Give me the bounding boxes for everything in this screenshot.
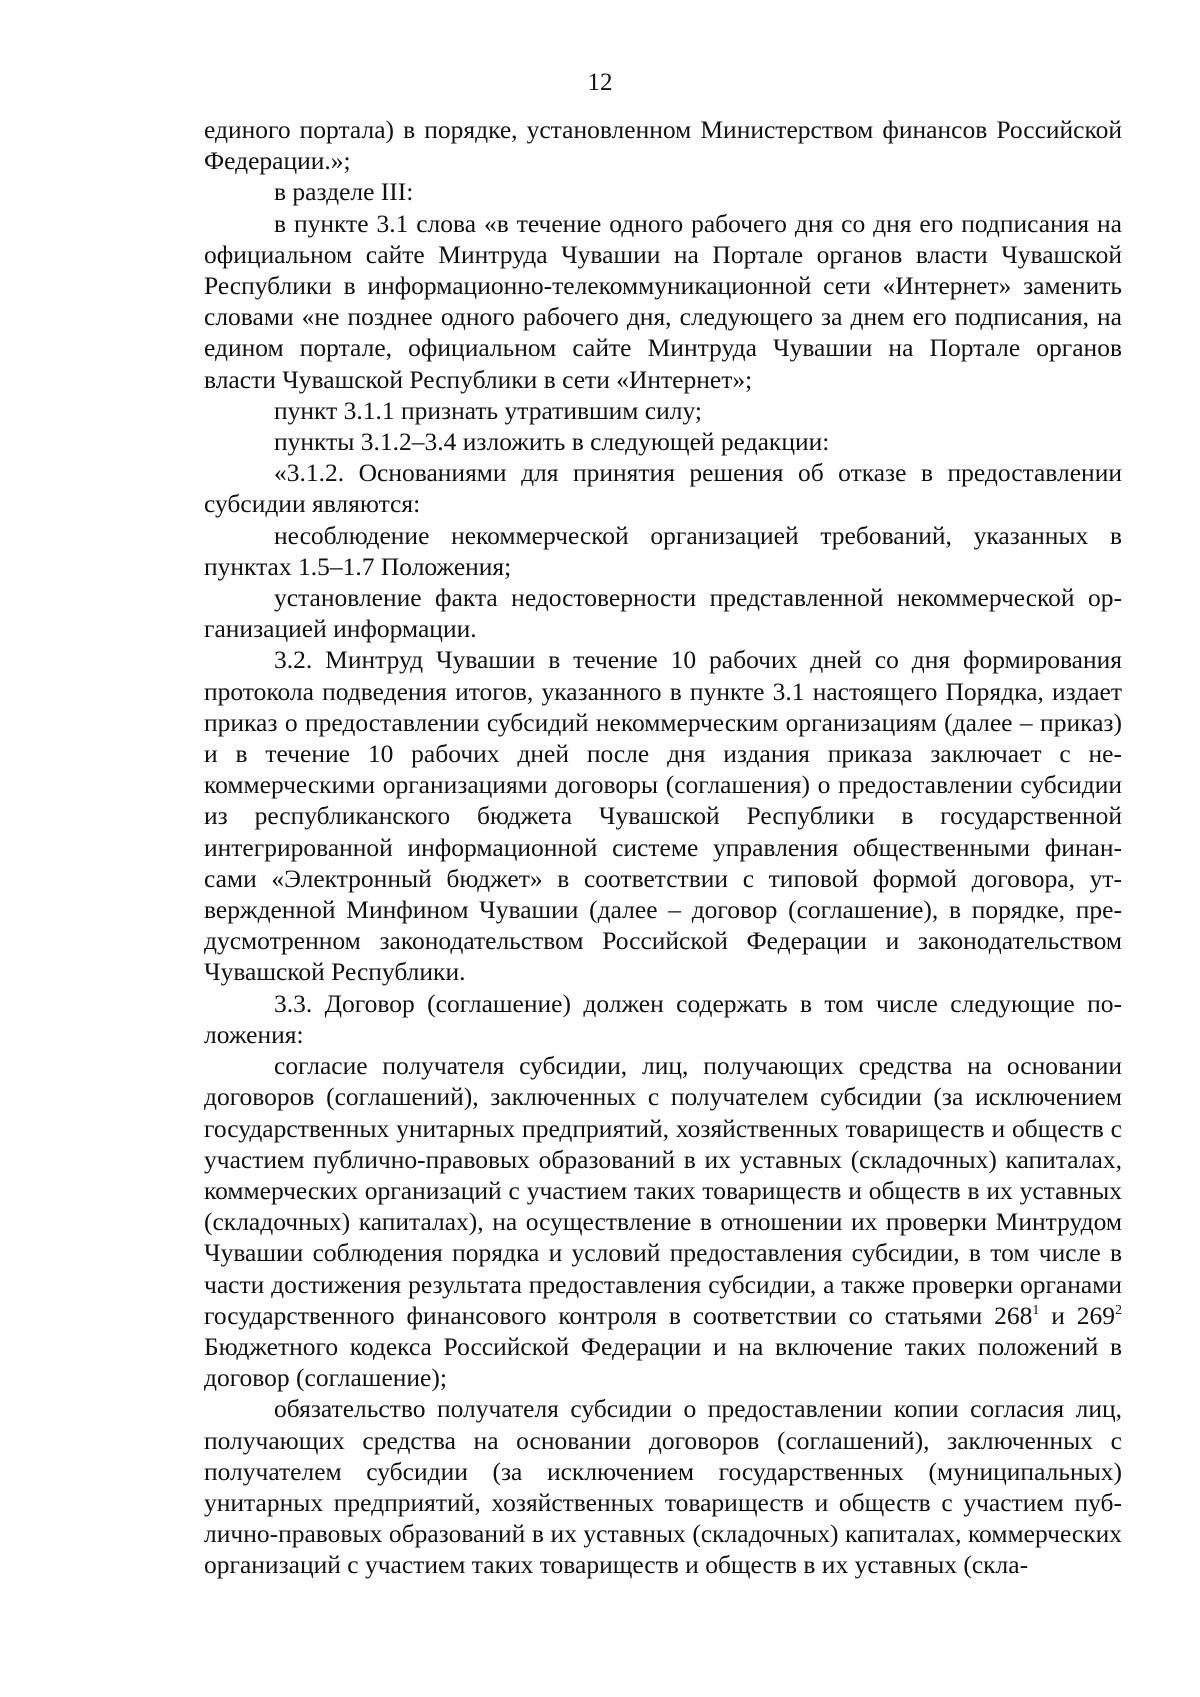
superscript: 1 xyxy=(1032,1302,1040,1318)
paragraph: 3.3. Договор (соглашение) должен содержать в том числе следующие положения: xyxy=(204,988,1122,1049)
paragraph: 3.2. Минтруд Чувашии в течение 10 рабочих дней со дня формирования протокола подведения итогов, указанного в пункте 3.1 настоящего Порядка, издает приказ о предоставлении субсидий некоммерческим организациям (далее – приказ) и в течение 10 рабочих дней после дня издания приказа заключает с некоммерческими организациями договоры (соглашения) о предоставлении субсидии из республиканского бюджета Чувашской Республики в государственной интегрированной информационной системе управления общественными финансами «Электронный бюджет» в соответствии с типовой формой договора, утвержденной Минфином Чувашии (далее – договор (соглашение), в порядке, предусмотренном законодательством Российской Федерации и законодательством Чувашской Республики. xyxy=(204,645,1122,987)
page-number: 12 xyxy=(587,69,613,96)
paragraph-text: согласие получателя субсидии, лиц, получающих средства на основании договоров (соглашений), заключенных с получателем субсидии (за исключением государственных унитарных предприятий, хозяйственных товариществ и обществ с участием публично-правовых образований в их уставных (складочных) капиталах, коммерческих организаций с участием таких товариществ и обществ в их уставных (складочных) капиталах), на осуществление в отношении их проверки Минтрудом Чувашии соблюдения порядка и условий предоставления субсидии, в том числе в части достижения результата предоставления субсидии, а также проверки органами государственного финансового контроля в соответствии со статьями 268 xyxy=(204,1051,1122,1330)
paragraph: пункт 3.1.1 признать утратившим силу; xyxy=(274,395,702,425)
paragraph: пункты 3.1.2–3.4 изложить в следующей редакции: xyxy=(274,427,830,457)
paragraph: единого портала) в порядке, установленном Министерством финансов Российской Федерации.»; xyxy=(204,115,1122,176)
paragraph: «3.1.2. Основаниями для принятия решения об отказе в предоставлении субсидии являются: xyxy=(204,458,1122,519)
paragraph: установление факта недостоверности представленной некоммерческой организацией информации. xyxy=(204,583,1122,644)
paragraph: в пункте 3.1 слова «в течение одного рабочего дня со дня его подписания на официальном сайте Минтруда Чувашии на Портале органов власти Чувашской Республики в информационно-телекоммуникационной сети «Интернет» заменить словами «не позднее одного рабочего дня, следующего за днем его подписания, на едином портале, официальном сайте Минтруда Чувашии на Портале органов власти Чувашской Республики в сети «Интернет»; xyxy=(204,208,1122,394)
paragraph-with-footnotes xyxy=(204,1050,1122,1393)
superscript: 2 xyxy=(1115,1302,1122,1318)
paragraph-text: Бюджетного кодекса Российской Федерации и на включение таких положений в договор (соглашение); xyxy=(204,1331,1122,1393)
paragraph: в разделе III: xyxy=(274,177,414,207)
paragraph-text: и 269 xyxy=(1039,1300,1115,1330)
paragraph: обязательство получателя субсидии о предоставлении копии согласия лиц, получающих средства на основании договоров (соглашений), заключенных с получателем субсидии (за исключением государственных (муниципальных) унитарных предприятий, хозяйственных товариществ и обществ с участием публично-правовых образований в их уставных (складочных) капиталах, коммерческих организаций с участием таких товариществ и обществ в их уставных (скла- xyxy=(204,1394,1122,1580)
document-body xyxy=(204,114,1122,1581)
paragraph: несоблюдение некоммерческой организацией требований, указанных в пунктах 1.5–1.7 Положения; xyxy=(204,520,1122,581)
